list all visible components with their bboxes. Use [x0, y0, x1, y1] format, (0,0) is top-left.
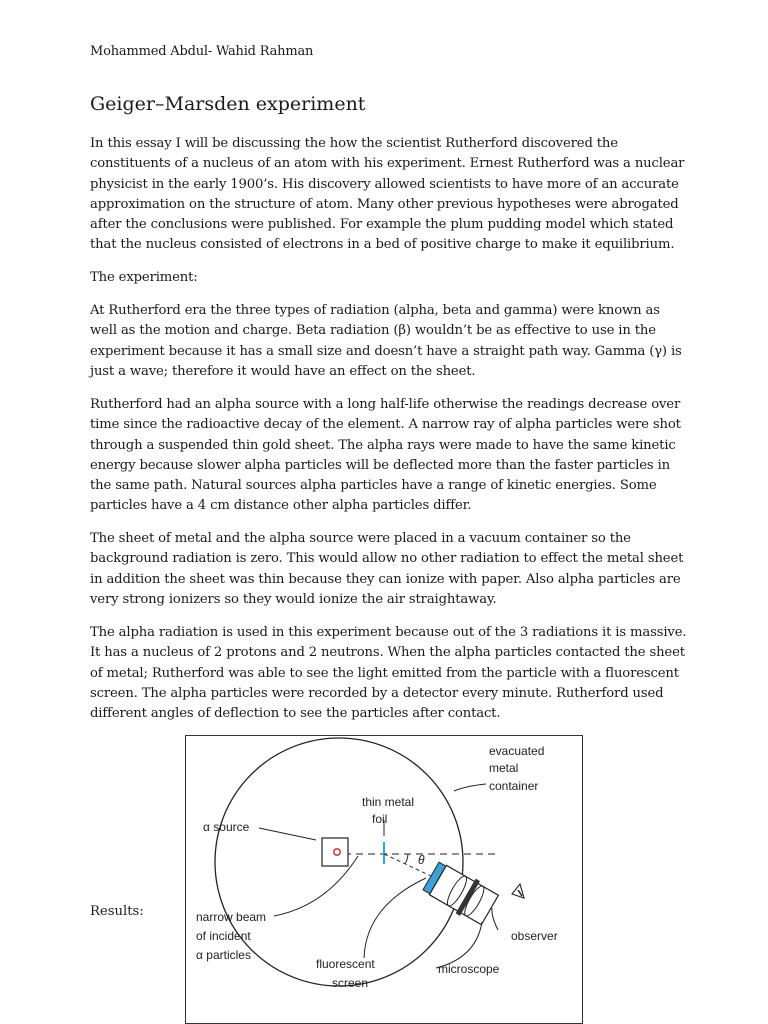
label-thin-metal: thin metal	[362, 795, 415, 809]
label-fluorescent: fluorescent	[316, 957, 375, 971]
label-container: container	[489, 779, 539, 793]
paragraph-heading-experiment: The experiment:	[90, 270, 198, 285]
label-of-incident: of incident	[196, 929, 251, 943]
container-leader	[454, 784, 486, 791]
label-foil: foil	[372, 812, 388, 826]
label-narrow-beam: narrow beam	[196, 910, 267, 924]
experiment-diagram	[185, 735, 583, 1024]
paragraph-radiation-types: At Rutherford era the three types of radiation (alpha, beta and gamma) were known as well as the motion and charge. Beta radiation (β) wouldn’t be as effective to use in the experiment because it has a small size and doesn’t have a straight path way. Gamma (γ) is just a wave; therefore it would have an effect on the sheet.	[90, 303, 682, 379]
label-theta: θ	[418, 853, 425, 867]
microscope-icon	[421, 859, 500, 928]
eye-icon	[512, 884, 524, 898]
source-leader	[259, 828, 316, 840]
observer-leader	[492, 908, 498, 930]
diagram-svg	[186, 736, 583, 1024]
label-observer: observer	[511, 929, 558, 943]
author-name: Mohammed Abdul- Wahid Rahman	[90, 44, 314, 59]
results-label: Results:	[90, 904, 144, 919]
label-metal: metal	[489, 761, 519, 775]
label-screen: screen	[332, 976, 369, 990]
paragraph-alpha-radiation: The alpha radiation is used in this experiment because out of the 3 radiations it is massive. It has a nucleus of 2 protons and 2 neutrons. When the alpha particles contacted the sheet of metal; Rutherford was able to see the light emitted from the particle with a fluorescent screen. The alpha particles were recorded by a detector every minute. Rutherford used different angles of deflection to see the particles after contact.	[90, 625, 687, 722]
source-dot	[334, 849, 340, 855]
paragraph-vacuum: The sheet of metal and the alpha source were placed in a vacuum container so the background radiation is zero. This would allow no other radiation to effect the metal sheet in addition the sheet was thin because they can ionize with paper. Also alpha particles are very strong ionizers so they would ionize the air straightaway.	[90, 531, 684, 607]
paragraph-intro: In this essay I will be discussing the how the scientist Rutherford discovered the constituents of a nucleus of an atom with his experiment. Ernest Rutherford was a nuclear physicist in the early 1900’s. His discovery allowed scientists to have more of an accurate approximation on the structure of atom. Many other previous hypotheses were abrogated after the conclusions were published. For example the plum pudding model which stated that the nucleus consisted of electrons in a bed of positive charge to make it equilibrium.	[90, 136, 685, 253]
page-title: Geiger–Marsden experiment	[90, 93, 366, 115]
label-microscope: microscope	[438, 962, 500, 976]
theta-arc	[405, 854, 408, 864]
screen-leader	[364, 878, 426, 958]
label-alpha-particles: α particles	[196, 948, 251, 962]
label-alpha-source: α source	[203, 820, 250, 834]
paragraph-alpha-source: Rutherford had an alpha source with a long half-life otherwise the readings decrease over time since the radioactive decay of the element. A narrow ray of alpha particles were shot through a suspended thin gold sheet. The alpha rays were made to have the same kinetic energy because slower alpha particles will be deflected more than the faster particles in the same path. Natural sources alpha particles have a range of kinetic energies. Some particles have a 4 cm distance other alpha particles differ.	[90, 397, 681, 514]
label-evacuated: evacuated	[489, 744, 545, 758]
